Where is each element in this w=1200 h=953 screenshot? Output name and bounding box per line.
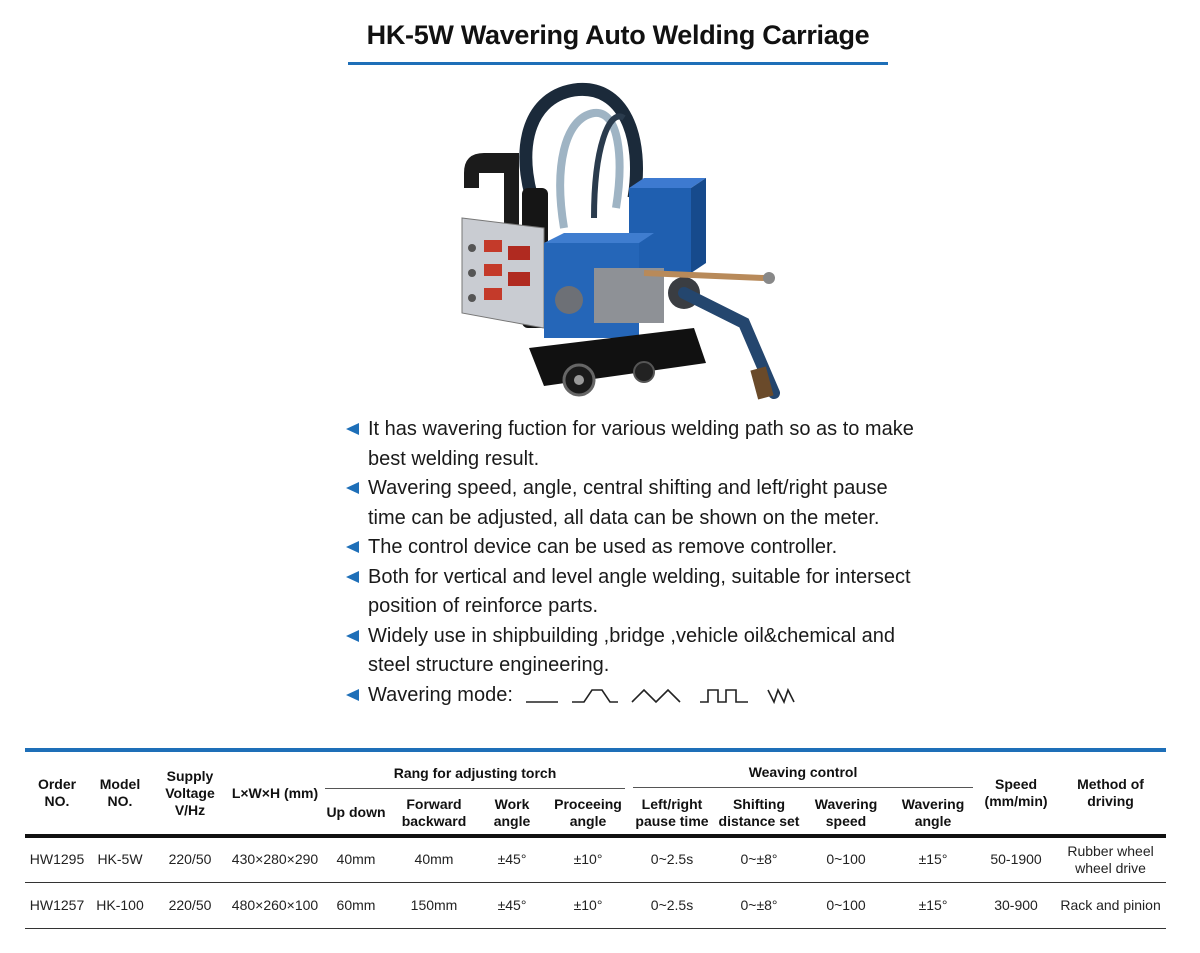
header-group-torch: Rang for adjusting torch (321, 752, 629, 791)
feature-item-wavering-mode (346, 681, 926, 711)
header-speed: Speed (mm/min) (977, 752, 1055, 836)
cell-proceeing-angle: ±10° (547, 882, 629, 928)
feature-item: The control device can be used as remove controller. (346, 533, 926, 563)
cell-pause-time: 0~2.5s (629, 882, 715, 928)
cell-model-no: HK-5W (89, 836, 151, 882)
cell-lwh: 430×280×290 (229, 836, 321, 882)
bullet-triangle-icon (346, 571, 359, 583)
header-model-no: Model NO. (89, 752, 151, 836)
cell-speed: 50-1900 (977, 836, 1055, 882)
cell-shifting: 0~±8° (715, 836, 803, 882)
header-wavering-angle: Wavering angle (889, 791, 977, 836)
bullet-triangle-icon (346, 482, 359, 494)
header-lwh: L×W×H (mm) (229, 752, 321, 836)
wave-trapezoid-icon (572, 690, 618, 702)
cell-supply-voltage: 220/50 (151, 882, 229, 928)
spec-table (25, 752, 1166, 929)
feature-item: Both for vertical and level angle welding, suitable for intersect position of reinforce parts. (346, 563, 926, 622)
table-row (25, 882, 1166, 928)
product-photo (444, 78, 790, 403)
cell-proceeing-angle: ±10° (547, 836, 629, 882)
cell-wavering-angle: ±15° (889, 836, 977, 882)
cell-up-down: 40mm (321, 836, 391, 882)
cell-model-no: HK-100 (89, 882, 151, 928)
header-method: Method of driving (1055, 752, 1166, 836)
wavering-mode-label: Wavering mode: (368, 683, 513, 706)
header-forward-backward: Forward backward (391, 791, 477, 836)
wave-triangle-icon (632, 690, 680, 702)
header-proceeing-angle: Proceeing angle (547, 791, 629, 836)
bullet-triangle-icon (346, 689, 359, 701)
header-order-no: Order NO. (25, 752, 89, 836)
header-pause-time: Left/right pause time (629, 791, 715, 836)
header-shifting: Shifting distance set (715, 791, 803, 836)
cell-speed: 30-900 (977, 882, 1055, 928)
feature-list (346, 415, 926, 710)
cell-forward-backward: 40mm (391, 836, 477, 882)
cell-pause-time: 0~2.5s (629, 836, 715, 882)
cell-order-no: HW1295 (25, 836, 89, 882)
feature-item: Wavering speed, angle, central shifting and left/right pause time can be adjusted, all data can be shown on the meter. (346, 474, 926, 533)
cell-wavering-speed: 0~100 (803, 882, 889, 928)
cell-work-angle: ±45° (477, 882, 547, 928)
cell-supply-voltage: 220/50 (151, 836, 229, 882)
feature-item: It has wavering fuction for various welding path so as to make best welding result. (346, 415, 926, 474)
header-work-angle: Work angle (477, 791, 547, 836)
header-supply-voltage: Supply Voltage V/Hz (151, 752, 229, 836)
cell-shifting: 0~±8° (715, 882, 803, 928)
wavering-mode-icons (522, 684, 812, 706)
bullet-triangle-icon (346, 630, 359, 642)
cell-method: Rack and pinion (1055, 882, 1166, 928)
cell-work-angle: ±45° (477, 836, 547, 882)
header-group-weaving: Weaving control (629, 752, 977, 791)
cell-wavering-speed: 0~100 (803, 836, 889, 882)
table-row (25, 836, 1166, 882)
cell-wavering-angle: ±15° (889, 882, 977, 928)
cell-order-no: HW1257 (25, 882, 89, 928)
cell-lwh: 480×260×100 (229, 882, 321, 928)
header-up-down: Up down (321, 791, 391, 836)
cell-forward-backward: 150mm (391, 882, 477, 928)
wave-sawtooth-icon (768, 690, 794, 702)
page-title: HK-5W Wavering Auto Welding Carriage (366, 20, 870, 50)
header-wavering-speed: Wavering speed (803, 791, 889, 836)
feature-item: Widely use in shipbuilding ,bridge ,vehicle oil&chemical and steel structure engineering. (346, 622, 926, 681)
title-underline (348, 62, 888, 65)
spec-table-wrap (25, 748, 1166, 929)
wave-square-icon (700, 690, 748, 702)
bullet-triangle-icon (346, 541, 359, 553)
bullet-triangle-icon (346, 423, 359, 435)
cell-up-down: 60mm (321, 882, 391, 928)
cell-method: Rubber wheel wheel drive (1055, 836, 1166, 882)
